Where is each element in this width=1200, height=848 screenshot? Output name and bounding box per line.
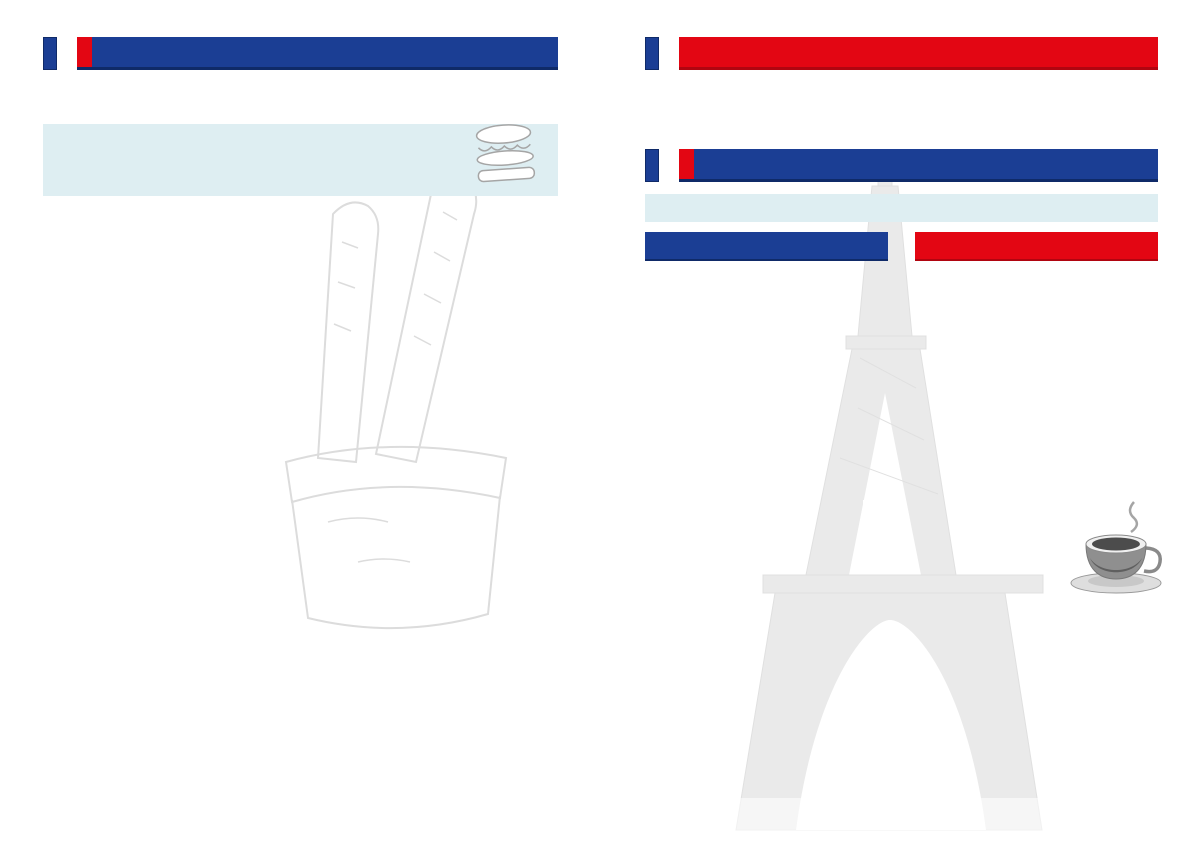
price-column-headers xyxy=(645,81,1158,92)
price-column-headers xyxy=(43,81,558,92)
header-bar xyxy=(679,37,1158,70)
hot-drinks xyxy=(915,232,1158,269)
ueberbackene-header xyxy=(645,37,1158,70)
baguette-bag-sketch xyxy=(238,162,538,648)
sandwich-sketch xyxy=(470,122,540,188)
cold-drinks-header xyxy=(645,232,888,261)
drinks-section xyxy=(645,232,1158,447)
flag-blue-stripe xyxy=(645,149,659,182)
flag-red-stripe xyxy=(77,37,92,67)
flag-red-stripe xyxy=(679,149,694,179)
salad-dressing-note xyxy=(645,194,1158,222)
options-intro xyxy=(75,137,454,171)
header-bar xyxy=(77,37,558,70)
coffee-cup-image xyxy=(1050,498,1190,598)
cold-drinks xyxy=(645,232,888,269)
flag-blue-stripe xyxy=(645,37,659,70)
salate-header xyxy=(645,149,1158,182)
header-bar xyxy=(679,149,1158,182)
ueberbackene-column xyxy=(645,37,1158,447)
baguettes-header xyxy=(43,37,558,70)
flag-blue-stripe xyxy=(43,37,57,70)
hot-drinks-header xyxy=(915,232,1158,261)
baguettes-column xyxy=(43,37,558,196)
baguette-options-box xyxy=(43,124,558,196)
